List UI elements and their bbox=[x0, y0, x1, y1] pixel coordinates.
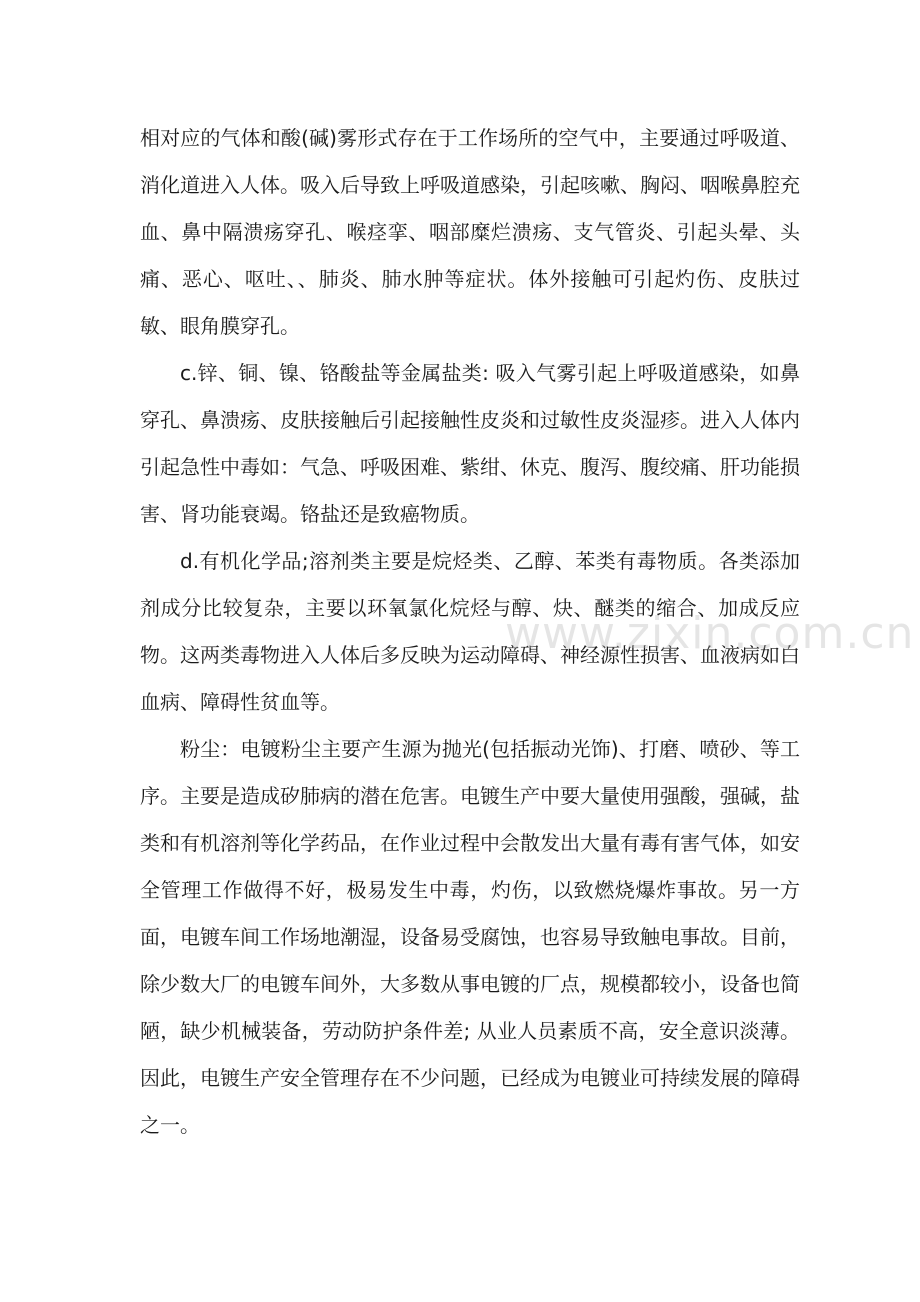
document-body bbox=[140, 115, 800, 1149]
watermark: www.zixin.com.cn bbox=[505, 608, 915, 659]
paragraph-continuation: 相对应的气体和酸(碱)雾形式存在于工作场所的空气中，主要通过呼吸道、消化道进入人体。吸入后导致上呼吸道感染，引起咳嗽、胸闷、咽喉鼻腔充血、鼻中隔溃疡穿孔、喉痉挛、咽部糜烂溃疡、支气管炎、引起头晕、头痛、恶心、呕吐、、肺炎、肺水肿等症状。体外接触可引起灼伤、皮肤过敏、眼角膜穿孔。 bbox=[140, 126, 800, 338]
paragraph-metal-salts: c.锌、铜、镍、铬酸盐等金属盐类: 吸入气雾引起上呼吸道感染，如鼻穿孔、鼻溃疡、皮肤接触后引起接触性皮炎和过敏性皮炎湿疹。进入人体内引起急性中毒如：气急、呼吸困难、紫绀、休克、腹泻、腹绞痛、肝功能损害、肾功能衰竭。铬盐还是致癌物质。 bbox=[140, 361, 800, 526]
paragraph-organic-chemicals: d.有机化学品;溶剂类主要是烷烃类、乙醇、苯类有毒物质。各类添加剂成分比较复杂，主要以环氧氯化烷烃与醇、炔、醚类的缩合、加成反应物。这两类毒物进入人体后多反映为运动障碍、神经源性损害、血液病如白血病、障碍性贫血等。 bbox=[140, 549, 800, 714]
paragraph-dust: 粉尘：电镀粉尘主要产生源为抛光(包括振动光饰)、打磨、喷砂、等工序。主要是造成矽肺病的潜在危害。电镀生产中要大量使用强酸，强碱，盐类和有机溶剂等化学药品，在作业过程中会散发出大量有毒有害气体，如安全管理工作做得不好，极易发生中毒，灼伤，以致燃烧爆炸事故。另一方面，电镀车间工作场地潮湿，设备易受腐蚀，也容易导致触电事故。目前，除少数大厂的电镀车间外，大多数从事电镀的厂点，规模都较小，设备也简陋，缺少机械装备，劳动防护条件差; 从业人员素质不高，安全意识淡薄。因此，电镀生产安全管理存在不少问题，已经成为电镀业可持续发展的障碍之一。 bbox=[140, 737, 800, 1137]
